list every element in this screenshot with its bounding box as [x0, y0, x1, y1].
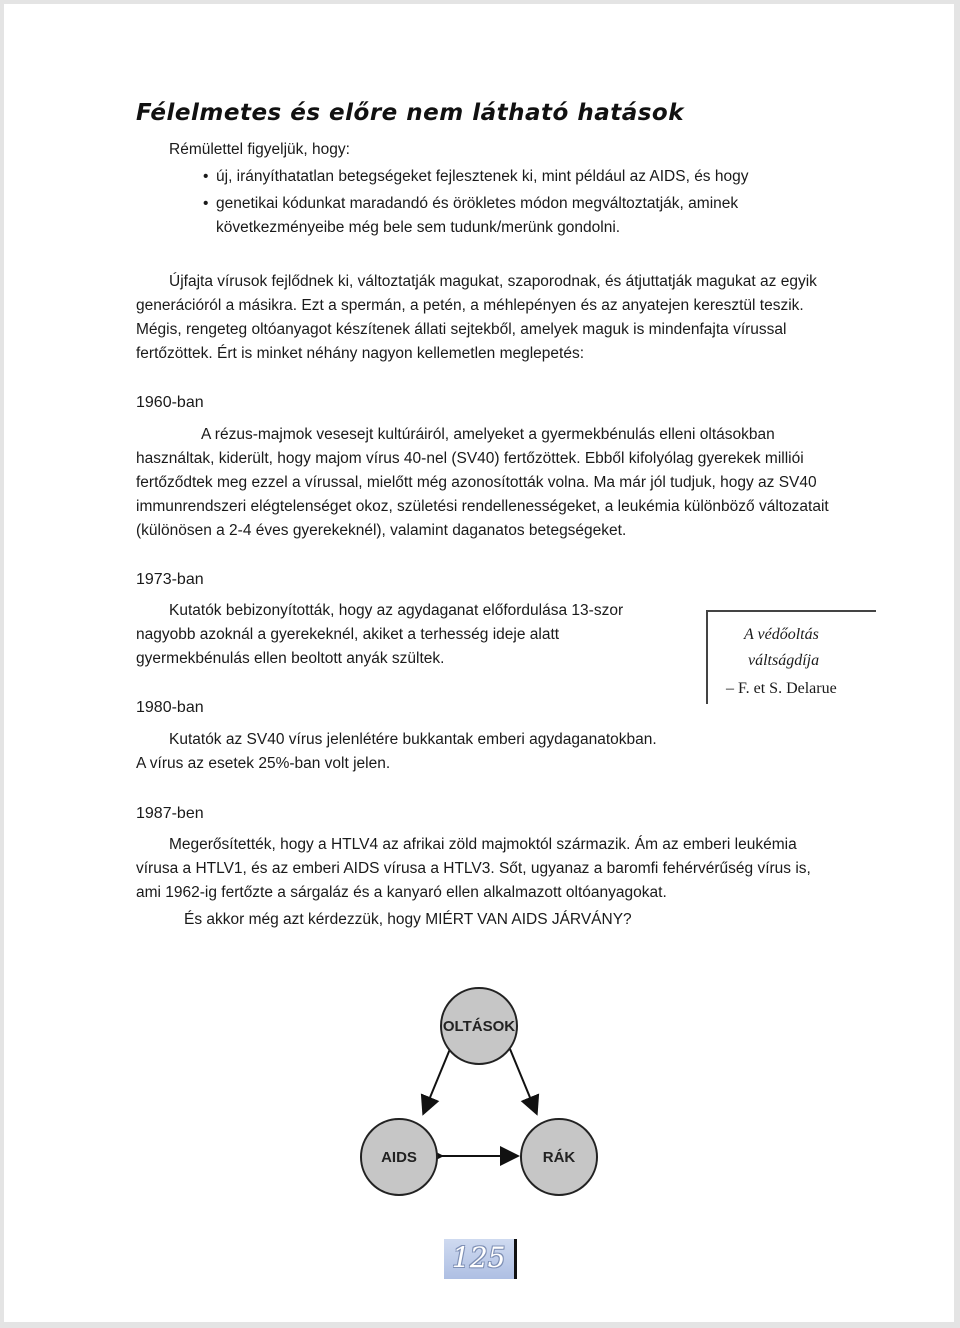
s1960-line: használtak, kiderült, hogy majom vírus 40-nel (SV40) fertőzöttek. Ebből kifolyólag gyerekek milliói: [136, 450, 804, 467]
bullet-icon: •: [203, 195, 209, 212]
s1980-line: Kutatók az SV40 vírus jelenlétére bukkantak emberi agydaganatokban.: [169, 731, 657, 748]
s1973-line: Kutatók bebizonyították, hogy az agydaganat előfordulása 13-szor: [169, 602, 624, 619]
s1973-line: nagyobb azoknál a gyerekeknél, akiket a terhesség ideje alatt: [136, 626, 560, 643]
quote-title-line-1: A védőoltás: [744, 626, 819, 643]
intro-bullet-2: genetikai kódunkat maradandó és örökletes módon megváltoztatják, aminek: [216, 195, 739, 212]
bullet-icon: •: [203, 168, 209, 185]
intro-bullet-2-cont: következményeibe még bele sem tudunk/merünk gondolni.: [216, 219, 621, 236]
intro-lead: Rémülettel figyeljük, hogy:: [169, 141, 350, 158]
para1-line: Újfajta vírusok fejlődnek ki, változtatják magukat, szaporodnak, és átjuttatják magukat az egyik: [169, 273, 817, 290]
heading-1987: 1987-ben: [136, 805, 204, 822]
para1-line: fertőzöttek. Ért is minket néhány nagyon kellemetlen meglepetés:: [136, 345, 585, 362]
diagram-node-rak: RÁK: [520, 1118, 598, 1196]
page-number: 125: [452, 1241, 506, 1274]
diagram-node-oltasok: OLTÁSOK: [440, 987, 518, 1065]
intro-bullet-1: új, irányíthatatlan betegségeket fejlesztenek ki, mint például az AIDS, és hogy: [216, 168, 749, 185]
diagram-arrows: [4, 4, 954, 1322]
s1960-line: (különösen a 2-4 éves gyerekeknél), valamint daganatos betegségeket.: [136, 522, 627, 539]
arrow-to-aids: [424, 1049, 450, 1112]
s1960-line: immunrendszeri elégtelenséget okoz, születési rendellenességeket, a leukémia különböző változatait: [136, 498, 829, 515]
page-title: Félelmetes és előre nem látható hatások: [136, 100, 685, 126]
s1987-line: vírusa a HTLV1, és az emberi AIDS vírusa a HTLV3. Sőt, ugyanaz a baromfi fehérvérűség vírus is,: [136, 860, 811, 877]
heading-1960: 1960-ban: [136, 394, 204, 411]
s1980-line: A vírus az esetek 25%-ban volt jelen.: [136, 755, 391, 772]
para1-line: generációról a másikra. Ezt a spermán, a petén, a méhlepényen és az anyatejen keresztül teszik.: [136, 297, 804, 314]
s1960-line: fertőződtek meg ezzel a vírussal, mielőtt még azonosították volna. Ma már jól tudjuk, hogy az SV40: [136, 474, 817, 491]
page-number-box: [444, 1239, 517, 1279]
para1-line: Mégis, rengeteg oltóanyagot készítenek állati sejtekből, amelyek maguk is mindenfajta vírussal: [136, 321, 787, 338]
quote-author: – F. et S. Delarue: [726, 680, 837, 697]
heading-1980: 1980-ban: [136, 699, 204, 716]
s1987-closing: És akkor még azt kérdezzük, hogy MIÉRT VAN AIDS JÁRVÁNY?: [184, 911, 632, 928]
diagram-node-aids: AIDS: [360, 1118, 438, 1196]
s1960-line: A rézus-majmok vesesejt kultúráiról, amelyeket a gyermekbénulás elleni oltásokban: [201, 426, 775, 443]
s1987-line: ami 1962-ig fertőzte a sárgaláz és a kanyaró ellen alkalmazott oltóanyagokat.: [136, 884, 667, 901]
heading-1973: 1973-ban: [136, 571, 204, 588]
arrow-to-rak: [510, 1049, 536, 1112]
s1987-line: Megerősítették, hogy a HTLV4 az afrikai zöld majmoktól származik. Ám az emberi leukémia: [169, 836, 797, 853]
s1973-line: gyermekbénulás ellen beoltott anyák szültek.: [136, 650, 445, 667]
quote-title-line-2: váltságdíja: [748, 652, 820, 669]
page: [4, 4, 954, 1322]
